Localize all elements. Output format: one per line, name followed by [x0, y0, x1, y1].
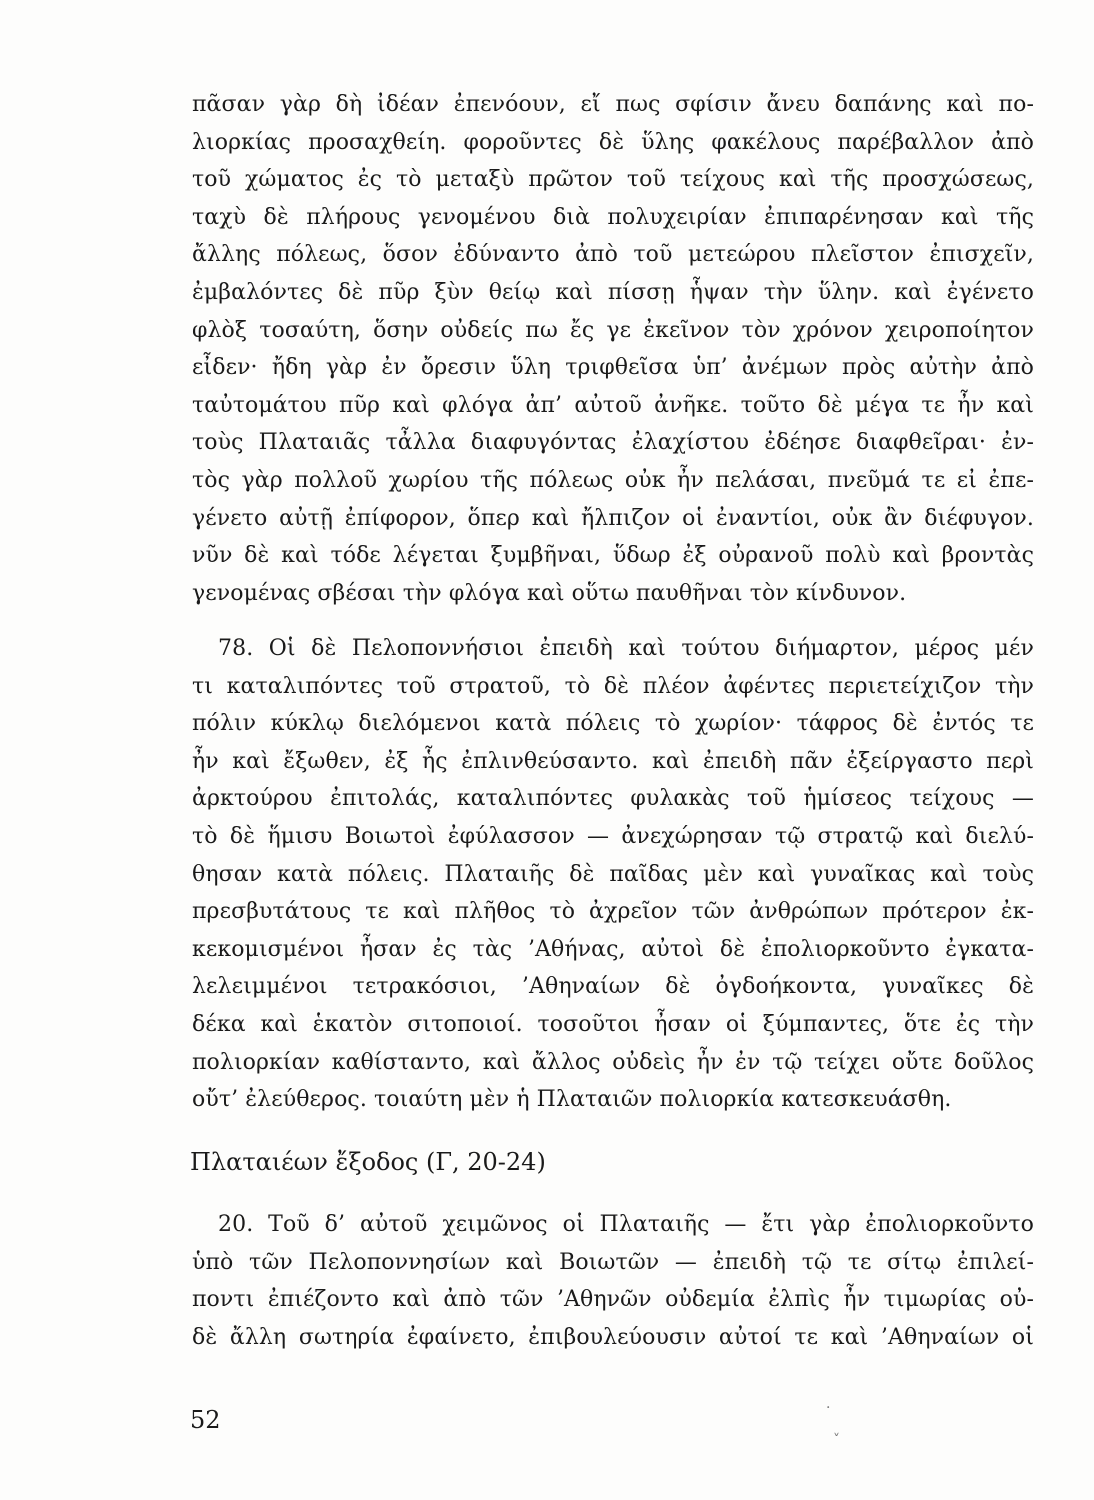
- text-line: ποντι ἐπιέζοντο καὶ ἀπὸ τῶν ’Αθηνῶν οὐδεμία ἐλπὶς ἦν τιμωρίας οὐ-: [192, 1287, 1034, 1313]
- text-line: φλὸξ τοσαύτη, ὅσην οὐδείς πω ἔς γε ἐκεῖνον τὸν χρόνον χειροποίητον: [192, 317, 1034, 343]
- text-line: θησαν κατὰ πόλεις. Πλαταιῆς δὲ παῖδας μὲν καὶ γυναῖκας καὶ τοὺς: [192, 861, 1034, 887]
- text-line: δέκα καὶ ἑκατὸν σιτοποιοί. τοσοῦτοι ἦσαν οἱ ξύμπαντες, ὅτε ἐς τὴν: [192, 1011, 1034, 1037]
- text-line: δὲ ἄλλη σωτηρία ἐφαίνετο, ἐπιβουλεύουσιν αὐτοί τε καὶ ’Αθηναίων οἱ: [192, 1324, 1034, 1350]
- text-line: ἐμβαλόντες δὲ πῦρ ξὺν θείῳ καὶ πίσσῃ ἧψαν τὴν ὕλην. καὶ ἐγένετο: [192, 279, 1034, 305]
- text-line: τι καταλιπόντες τοῦ στρατοῦ, τὸ δὲ πλέον ἀφέντες περιετείχιζον τὴν: [192, 673, 1034, 699]
- text-line: πολιορκίαν καθίσταντο, καὶ ἄλλος οὐδεὶς ἦν ἐν τῷ τείχει οὔτε δοῦλος: [192, 1049, 1034, 1075]
- text-line: ὑπὸ τῶν Πελοποννησίων καὶ Βοιωτῶν — ἐπειδὴ τῷ τε σίτῳ ἐπιλεί-: [192, 1249, 1034, 1275]
- page-number: 52: [190, 1406, 221, 1434]
- text-line: λιορκίας προσαχθείη. φοροῦντες δὲ ὕλης φακέλους παρέβαλλον ἀπὸ: [192, 129, 1034, 155]
- text-line: πᾶσαν γὰρ δὴ ἰδέαν ἐπενόουν, εἴ πως σφίσιν ἄνευ δαπάνης καὶ πο-: [192, 92, 1034, 117]
- text-line: ταὐτομάτου πῦρ καὶ φλόγα ἀπ’ αὐτοῦ ἀνῆκε. τοῦτο δὲ μέγα τε ἦν καὶ: [192, 392, 1034, 418]
- text-line: εἶδεν· ἤδη γὰρ ἐν ὄρεσιν ὕλη τριφθεῖσα ὑπ’ ἀνέμων πρὸς αὐτὴν ἀπὸ: [192, 355, 1034, 381]
- text-line: ἦν καὶ ἔξωθεν, ἐξ ἧς ἐπλινθεύσαντο. καὶ ἐπειδὴ πᾶν ἐξείργαστο περὶ: [192, 748, 1034, 774]
- text-line: ἀρκτούρου ἐπιτολάς, καταλιπόντες φυλακὰς τοῦ ἡμίσεος τείχους —: [192, 786, 1034, 812]
- text-line: τοὺς Πλαταιᾶς τἆλλα διαφυγόντας ἐλαχίστου ἐδέησε διαφθεῖραι· ἐν-: [192, 430, 1034, 456]
- text-line: τὸ δὲ ἥμισυ Βοιωτοὶ ἐφύλασσον — ἀνεχώρησαν τῷ στρατῷ καὶ διελύ-: [192, 823, 1034, 849]
- text-line: 78. Οἱ δὲ Πελοποννήσιοι ἐπειδὴ καὶ τούτου διήμαρτον, μέρος μέν: [218, 636, 1034, 661]
- text-line: τοῦ χώματος ἐς τὸ μεταξὺ πρῶτον τοῦ τείχους καὶ τῆς προσχώσεως,: [192, 167, 1034, 193]
- text-line: ταχὺ δὲ πλήρους γενομένου διὰ πολυχειρίαν ἐπιπαρένησαν καὶ τῆς: [192, 204, 1034, 230]
- text-line: λελειμμένοι τετρακόσιοι, ’Αθηναίων δὲ ὀγδοήκοντα, γυναῖκες δὲ: [192, 974, 1034, 1000]
- text-line: γενομένας σβέσαι τὴν φλόγα καὶ οὕτω παυθῆναι τὸν κίνδυνον.: [192, 580, 907, 606]
- stray-mark: ˅: [833, 1432, 840, 1448]
- text-line: ἄλλης πόλεως, ὅσον ἐδύναντο ἀπὸ τοῦ μετεώρου πλεῖστον ἐπισχεῖν,: [192, 242, 1034, 268]
- section-heading: Πλαταιέων ἔξοδος (Γ, 20-24): [190, 1148, 546, 1176]
- text-line: πόλιν κύκλῳ διελόμενοι κατὰ πόλεις τὸ χωρίον· τάφρος δὲ ἐντός τε: [192, 711, 1034, 737]
- text-line: κεκομισμένοι ἦσαν ἐς τὰς ’Αθήνας, αὐτοὶ δὲ ἐπολιορκοῦντο ἐγκατα-: [192, 936, 1034, 962]
- text-line: 20. Τοῦ δ’ αὐτοῦ χειμῶνος οἱ Πλαταιῆς — ἔτι γὰρ ἐπολιορκοῦντο: [218, 1212, 1034, 1237]
- text-line: τὸς γὰρ πολλοῦ χωρίου τῆς πόλεως οὐκ ἦν πελάσαι, πνεῦμά τε εἰ ἐπε-: [192, 467, 1034, 493]
- stray-mark: ·: [826, 1400, 831, 1416]
- text-line: πρεσβυτάτους τε καὶ πλῆθος τὸ ἀχρεῖον τῶν ἀνθρώπων πρότερον ἐκ-: [192, 899, 1034, 925]
- paragraph-2: [192, 630, 1034, 1119]
- paragraph-1: [192, 86, 1034, 612]
- text-line: οὔτ’ ἐλεύθερος. τοιαύτη μὲν ἡ Πλαταιῶν πολιορκία κατεσκευάσθη.: [192, 1087, 952, 1113]
- paragraph-3: [192, 1206, 1034, 1356]
- text-line: νῦν δὲ καὶ τόδε λέγεται ξυμβῆναι, ὕδωρ ἐξ οὐρανοῦ πολὺ καὶ βροντὰς: [192, 543, 1034, 569]
- text-line: γένετο αὐτῇ ἐπίφορον, ὅπερ καὶ ἤλπιζον οἱ ἐναντίοι, οὐκ ἂν διέφυγον.: [192, 505, 1034, 531]
